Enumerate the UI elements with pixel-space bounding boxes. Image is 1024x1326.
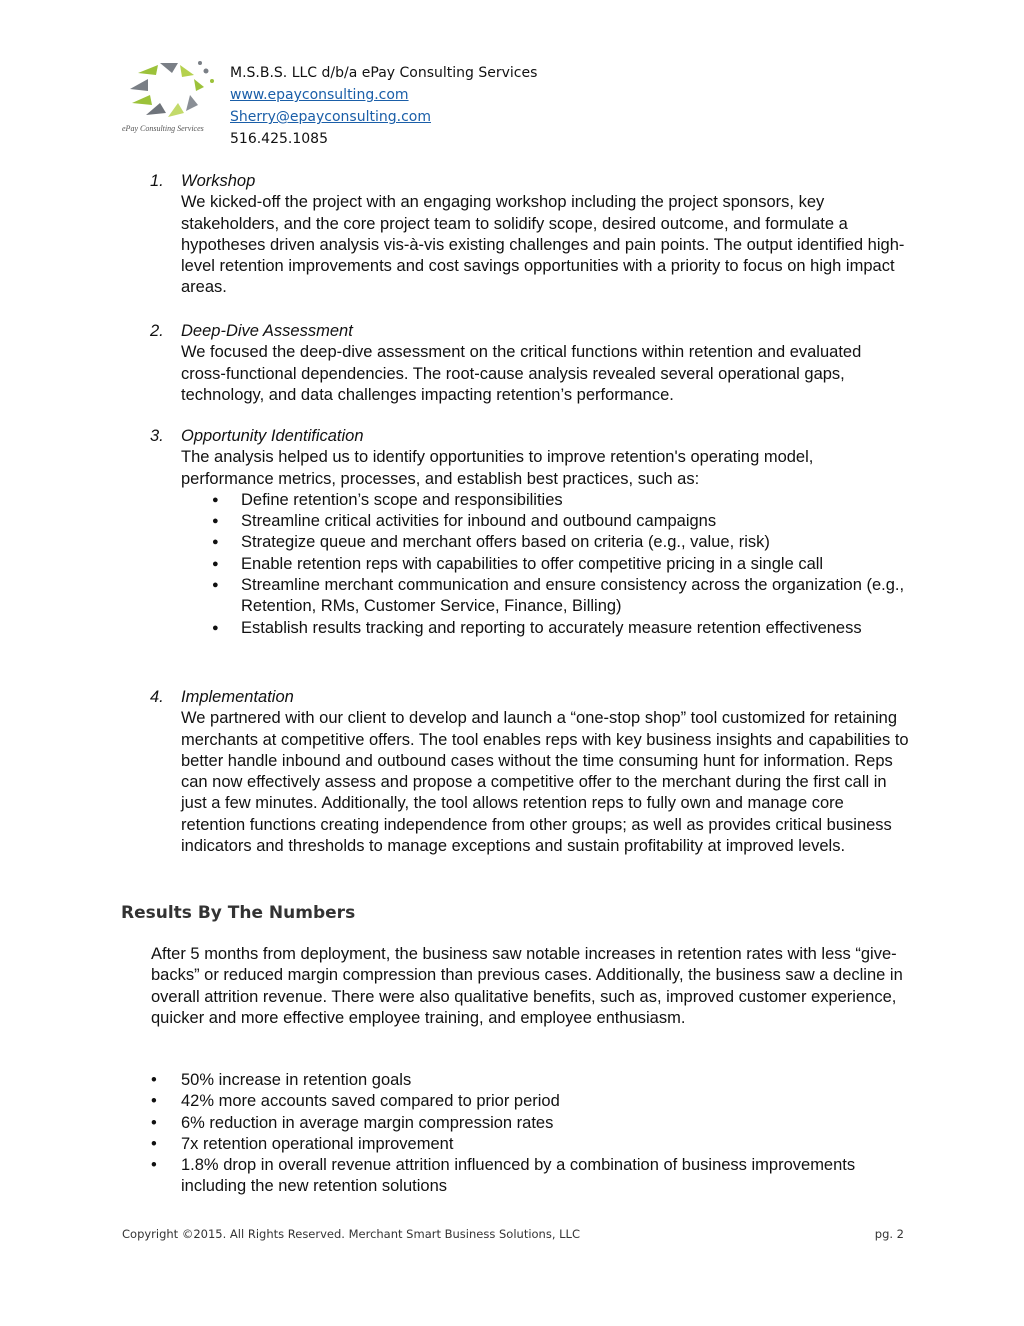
- section-paragraph: We focused the deep-dive assessment on the critical functions within retention and evaluated cross-functional dependencies. The root-cause analysis revealed several operational gaps, technology, and data challenges impacting retention’s performance.: [181, 343, 862, 404]
- section-heading: Opportunity Identification: [181, 427, 364, 445]
- section-heading: Implementation: [181, 688, 294, 706]
- company-name: M.S.B.S. LLC d/b/a ePay Consulting Services: [230, 65, 538, 81]
- list-item: • 6% reduction in average margin compression rates: [151, 1113, 911, 1134]
- list-item: ● Streamline merchant communication and ensure consistency across the organization (e.g., Retention, RMs, Customer Service, Finance, Billing): [210, 575, 910, 618]
- section-opportunity: [150, 426, 910, 639]
- section-heading: Workshop: [181, 172, 256, 190]
- results-paragraph: After 5 months from deployment, the business saw notable increases in retention rates with less “give-backs” or reduced margin compression than previous cases. Additionally, the business saw a decline in overall attrition revenue. There were also qualitative benefits, such as, improved customer experience, quicker and more effective employee training, and employee enthusiasm.: [151, 945, 903, 1027]
- section-heading: Deep-Dive Assessment: [181, 322, 353, 340]
- list-item: • 50% increase in retention goals: [151, 1070, 911, 1091]
- page-number: pg. 2: [874, 1227, 904, 1241]
- section-paragraph: We partnered with our client to develop and launch a “one-stop shop” tool customized for retaining merchants at competitive offers. The tool enables reps with key business insights and capabilities to better handle inbound and outbound cases without the time consuming hunt for information. Reps can now effectively assess and propose a competitive offer to the merchant during the first call in just a few minutes. Additionally, the tool allows retention reps to fully own and manage core retention functions creating independence from other groups; as well as provides critical business indicators and thresholds to manage exceptions and sustain profitability at improved levels.: [181, 709, 909, 856]
- section-implementation: [150, 687, 910, 857]
- logo-caption: ePay Consulting Services: [122, 124, 204, 133]
- section-number: 3.: [150, 427, 164, 445]
- list-item: • 1.8% drop in overall revenue attrition influenced by a combination of business improvements including the new retention solutions: [151, 1155, 911, 1198]
- results-list: [151, 1070, 911, 1198]
- section-workshop: [150, 171, 910, 299]
- copyright-text: Copyright ©2015. All Rights Reserved. Merchant Smart Business Solutions, LLC: [122, 1227, 580, 1241]
- contact-block: [230, 62, 537, 150]
- page-footer: [122, 1227, 904, 1241]
- list-item: ● Streamline critical activities for inbound and outbound campaigns: [210, 511, 910, 532]
- phone-number: 516.425.1085: [230, 131, 328, 147]
- list-item: ● Strategize queue and merchant offers based on criteria (e.g., value, risk): [210, 532, 910, 553]
- section-paragraph: The analysis helped us to identify opportunities to improve retention's operating model, performance metrics, processes, and establish best practices, such as:: [181, 448, 814, 488]
- email-link[interactable]: Sherry@epayconsulting.com: [230, 109, 431, 125]
- list-item: ● Define retention’s scope and responsibilities: [210, 490, 910, 511]
- website-link[interactable]: www.epayconsulting.com: [230, 87, 409, 103]
- list-item: ● Establish results tracking and reporting to accurately measure retention effectiveness: [210, 618, 910, 639]
- list-item: • 42% more accounts saved compared to prior period: [151, 1091, 911, 1112]
- section-number: 4.: [150, 688, 164, 706]
- opportunity-bullet-list: [210, 490, 910, 639]
- section-paragraph: We kicked-off the project with an engaging workshop including the project sponsors, key stakeholders, and the core project team to solidify scope, desired outcome, and formulate a hypotheses driven analysis vis-à-vis existing challenges and pain points. The output identified high-level retention improvements and cost savings opportunities with a priority to focus on high impact areas.: [181, 193, 905, 297]
- list-item: ● Enable retention reps with capabilities to offer competitive pricing in a single call: [210, 554, 910, 575]
- results-heading: Results By The Numbers: [121, 903, 356, 923]
- section-number: 1.: [150, 172, 164, 190]
- list-item: • 7x retention operational improvement: [151, 1134, 911, 1155]
- section-number: 2.: [150, 322, 164, 340]
- section-deep-dive: [150, 321, 910, 406]
